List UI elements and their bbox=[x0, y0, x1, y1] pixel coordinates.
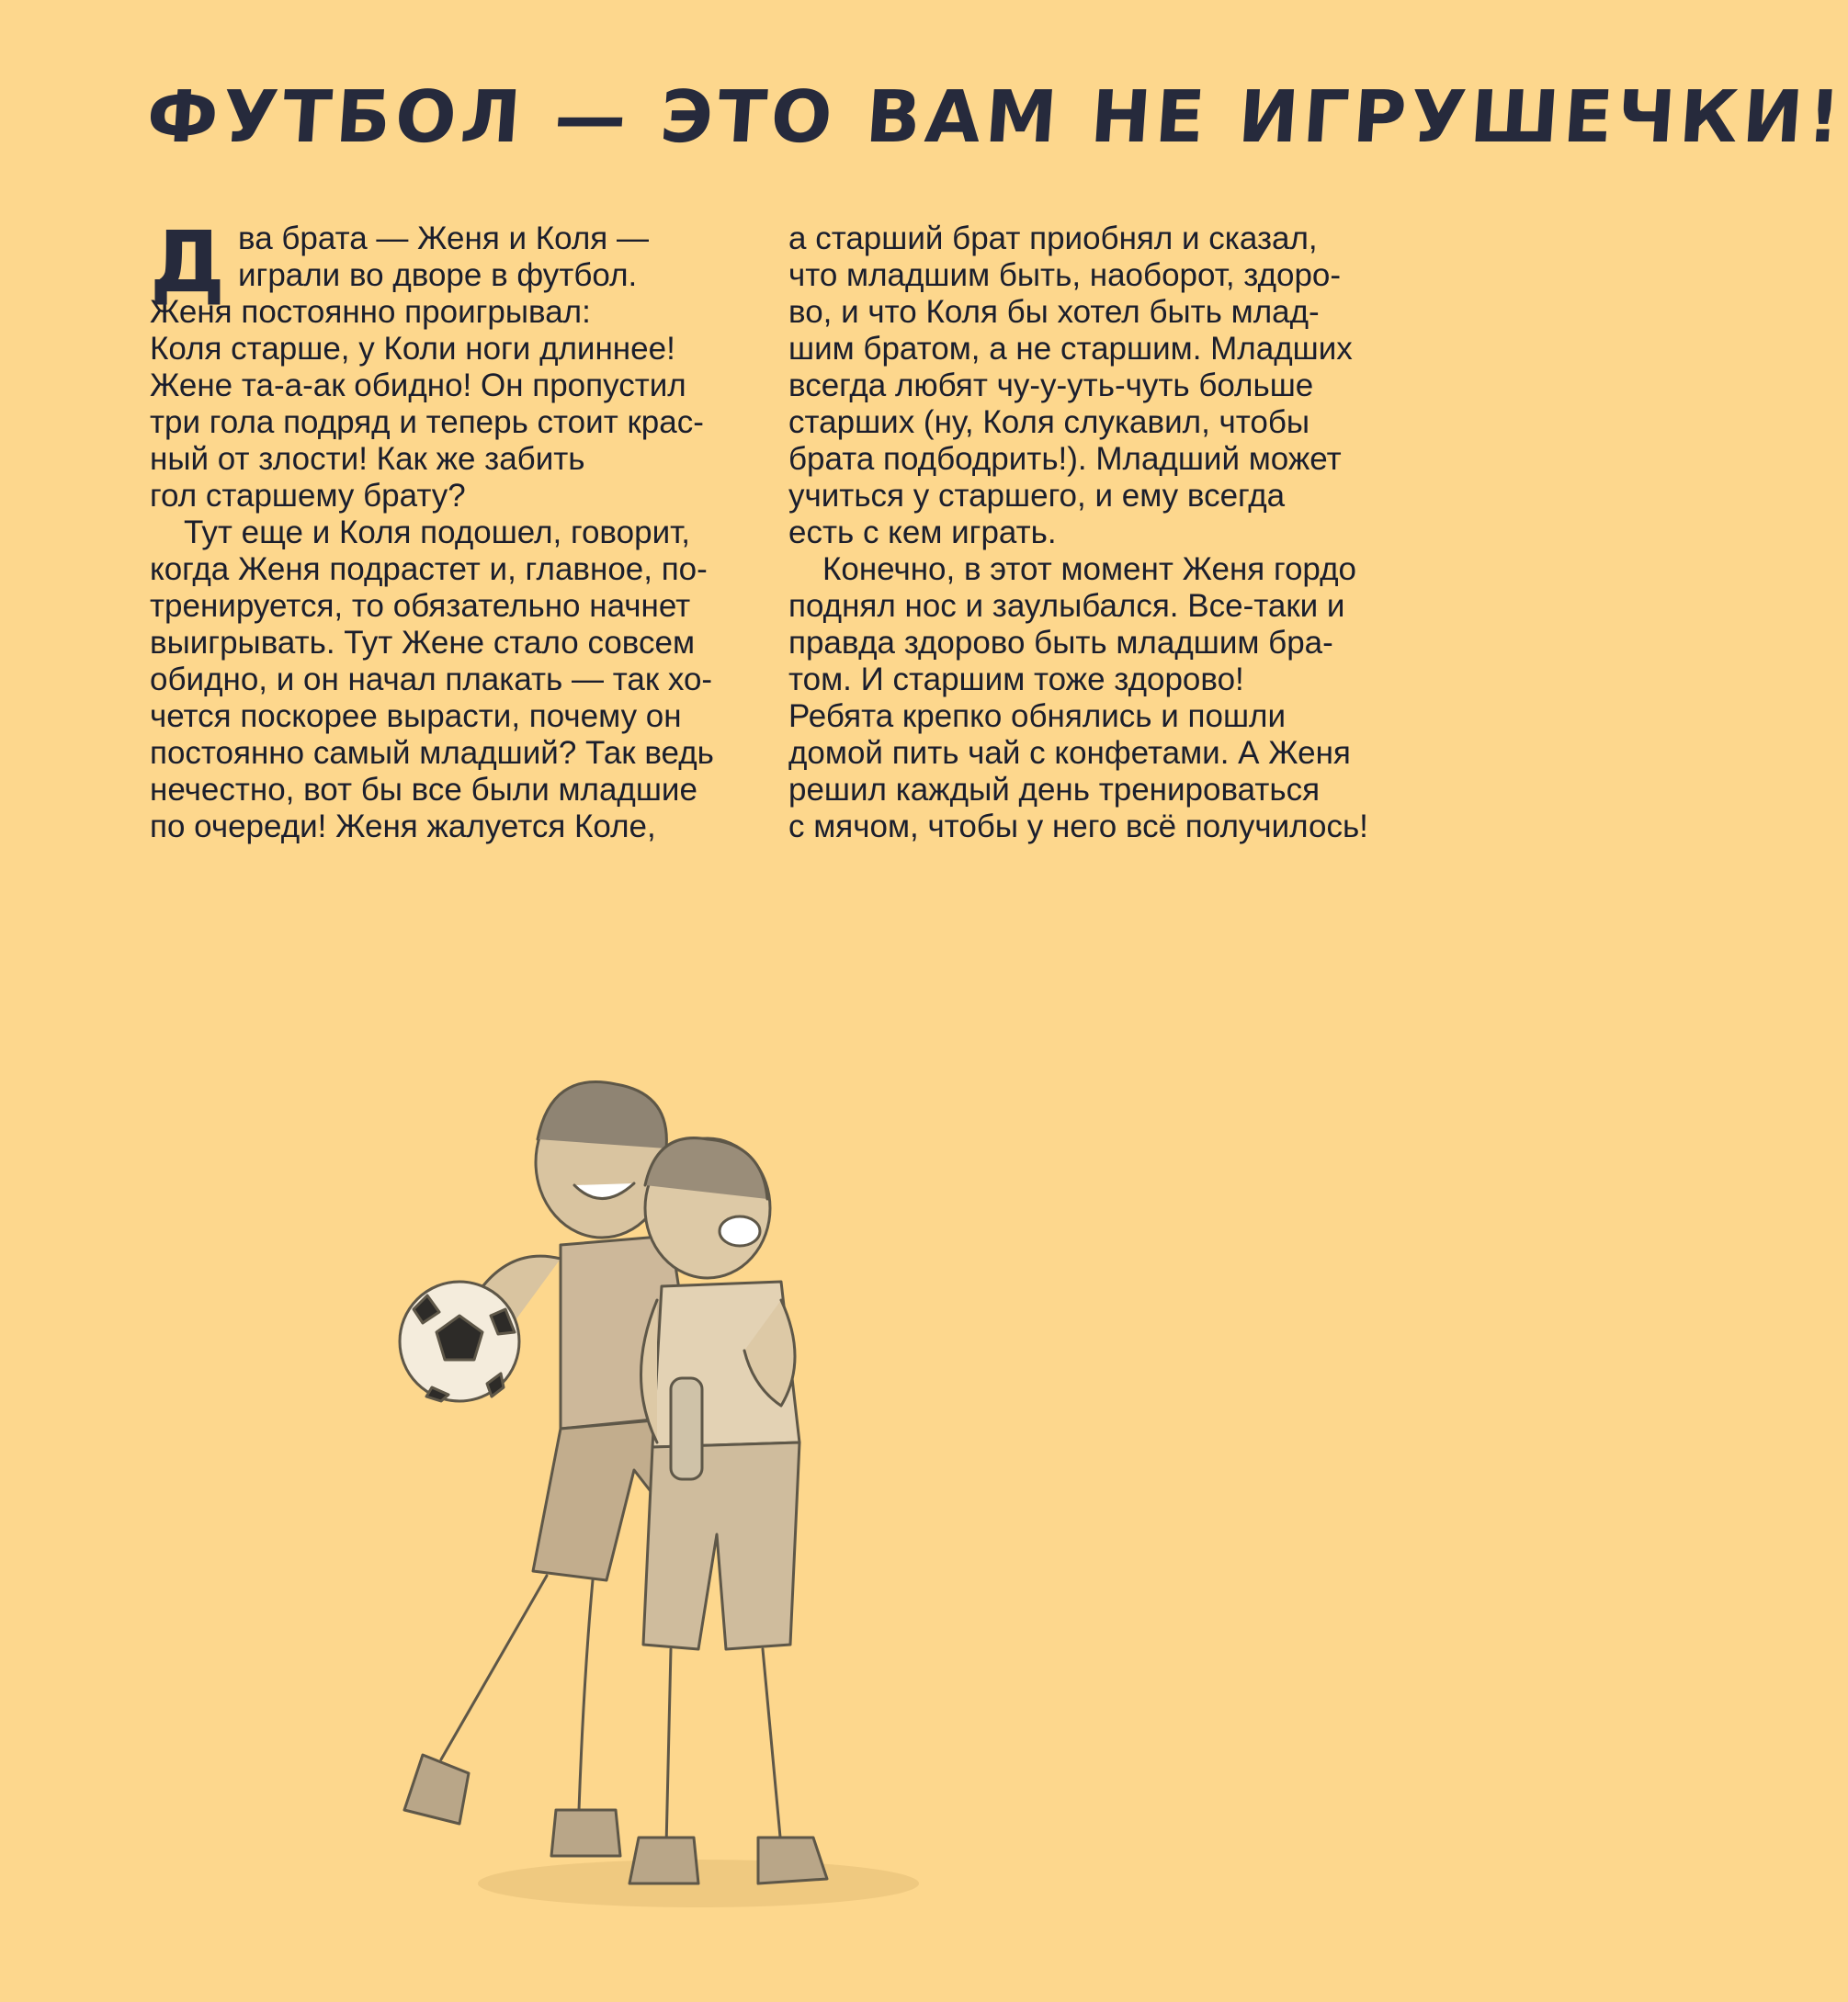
text-line: старших (ну, Коля слукавил, чтобы bbox=[788, 404, 1310, 440]
drop-cap: Д bbox=[150, 213, 225, 311]
story-column-left bbox=[150, 213, 756, 845]
page-title: ФУТБОЛ — ЭТО ВАМ НЕ ИГРУШЕЧКИ! bbox=[143, 76, 1848, 159]
text-line: тренируется, то обязательно начнет bbox=[150, 588, 691, 624]
text-line: а старший брат приобнял и сказал, bbox=[788, 221, 1318, 256]
text-line: всегда любят чу-у-уть-чуть больше bbox=[788, 368, 1314, 403]
text-line: Женя постоянно проигрывал: bbox=[150, 294, 591, 330]
text-line: гол старшему брату? bbox=[150, 478, 466, 514]
text-line: Коля старше, у Коли ноги длиннее! bbox=[150, 331, 675, 367]
text-line: с мячом, чтобы у него всё получилось! bbox=[788, 809, 1368, 844]
younger-boy-figure bbox=[629, 1138, 827, 1883]
text-line: что младшим быть, наоборот, здоро- bbox=[788, 257, 1342, 293]
text-line: во, и что Коля бы хотел быть млад- bbox=[788, 294, 1320, 330]
text-line: чется поскорее вырасти, почему он bbox=[150, 698, 682, 734]
text-line: учиться у старшего, и ему всегда bbox=[788, 478, 1286, 514]
text-line: поднял нос и заулыбался. Все-таки и bbox=[788, 588, 1345, 624]
text-line: решил каждый день тренироваться bbox=[788, 772, 1321, 808]
text-line: ва брата — Женя и Коля — bbox=[238, 221, 649, 256]
football-icon bbox=[400, 1282, 519, 1401]
text-line: три гола подряд и теперь стоит крас- bbox=[150, 404, 704, 440]
text-line: когда Женя подрастет и, главное, по- bbox=[150, 551, 708, 587]
text-line: обидно, и он начал плакать — так хо- bbox=[150, 662, 713, 697]
text-line: правда здорово быть младшим бра- bbox=[788, 625, 1333, 661]
text-line: играли во дворе в футбол. bbox=[238, 257, 638, 293]
text-line: домой пить чай с конфетами. А Женя bbox=[788, 735, 1351, 771]
text-line: есть с кем играть. bbox=[788, 515, 1057, 550]
text-line: нечестно, вот бы все были младшие bbox=[150, 772, 697, 808]
text-line: том. И старшим тоже здорово! bbox=[788, 662, 1244, 697]
text-line: шим братом, а не старшим. Младших bbox=[788, 331, 1353, 367]
boys-with-ball-illustration bbox=[395, 1075, 1038, 1920]
text-line: Ребята крепко обнялись и пошли bbox=[788, 698, 1286, 734]
text-line: постоянно самый младший? Так ведь bbox=[150, 735, 714, 771]
story-column-right bbox=[788, 221, 1413, 845]
text-line: Тут еще и Коля подошел, говорит, bbox=[184, 515, 690, 550]
text-line: брата подбодрить!). Младший может bbox=[788, 441, 1342, 477]
text-line: ный от злости! Как же забить bbox=[150, 441, 585, 477]
text-line: Жене та-а-ак обидно! Он пропустил bbox=[150, 368, 686, 403]
text-line: выигрывать. Тут Жене стало совсем bbox=[150, 625, 696, 661]
text-line: Конечно, в этот момент Женя гордо bbox=[822, 551, 1356, 587]
text-line: по очереди! Женя жалуется Коле, bbox=[150, 809, 656, 844]
